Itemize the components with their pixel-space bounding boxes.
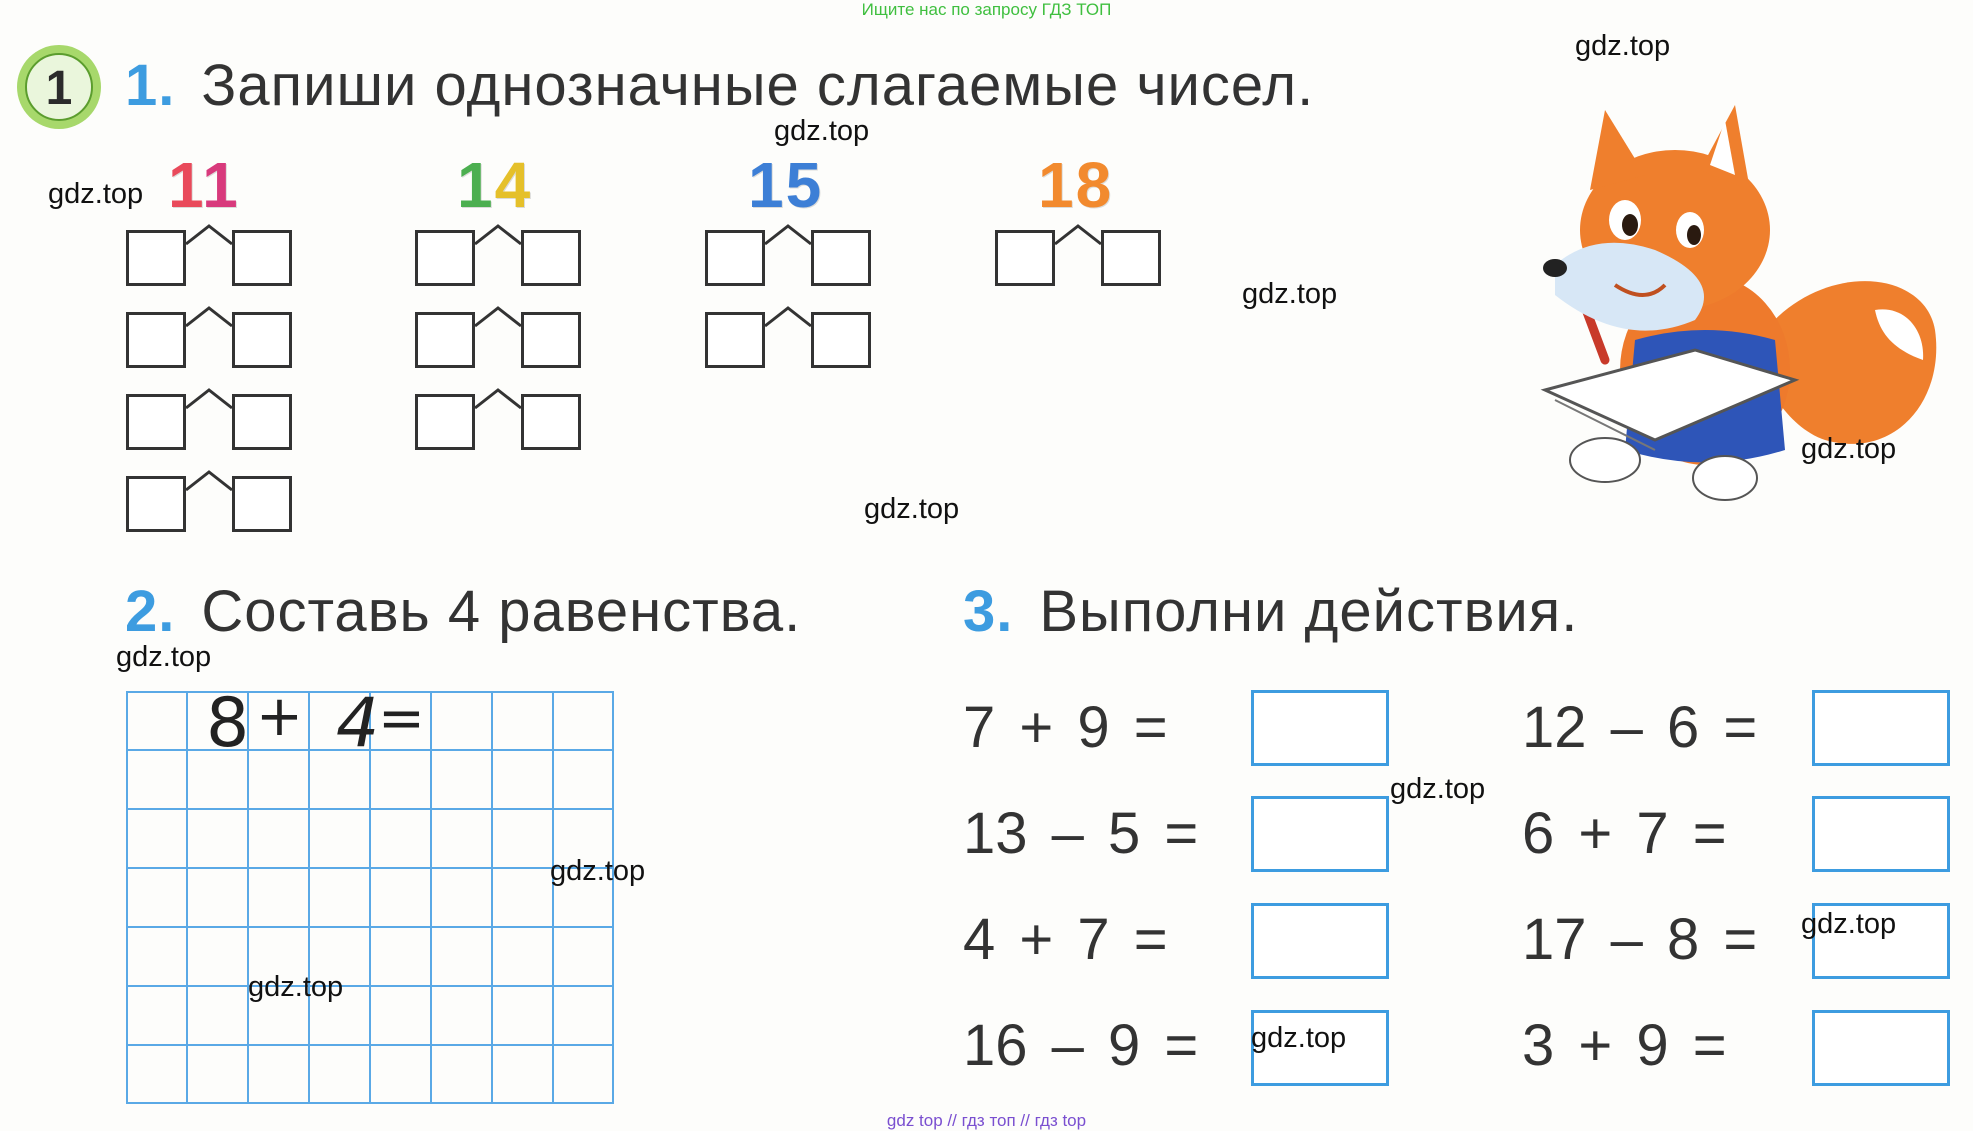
task2-title: Составь 4 равенства. [201,579,802,644]
expression: 6 + 7 = [1522,801,1727,866]
watermark: gdz.top [864,493,960,525]
answer-box[interactable] [1812,1010,1950,1086]
answer-box[interactable] [1812,690,1950,766]
decomposition-box-pair [705,222,875,286]
handwritten-a: 8 [206,684,250,763]
decomposition-box-pair [126,386,296,450]
decomposition-box-pair [415,386,585,450]
addend-box-right[interactable] [232,312,292,368]
digit-1: 1 [457,149,495,221]
watermark: gdz.top [1251,1022,1347,1054]
digit-2: 4 [494,149,533,221]
expression: 4 + 7 = [963,907,1168,972]
handwritten-plus: + [256,684,303,749]
footer-note: gdz top // гдз топ // гдз top [886,1111,1087,1130]
addend-box-right[interactable] [521,394,581,450]
digit-2: 1 [202,149,240,221]
watermark: gdz.top [774,115,870,147]
expression: 16 – 9 = [963,1013,1199,1078]
task1-number-15 [748,148,823,222]
task1-number-14 [457,148,532,222]
watermark: gdz.top [48,178,144,210]
addend-box-right[interactable] [521,312,581,368]
addend-box-left[interactable] [126,312,186,368]
expression: 12 – 6 = [1522,695,1758,760]
addend-box-left[interactable] [415,394,475,450]
addend-box-left[interactable] [995,230,1055,286]
decomposition-box-pair [126,304,296,368]
addend-box-right[interactable] [232,476,292,532]
task-group-badge [14,42,104,132]
addend-box-right[interactable] [232,230,292,286]
addend-box-left[interactable] [705,230,765,286]
decomposition-box-pair [415,222,585,286]
task1-number-18 [1038,148,1113,222]
task3-title: Выполни действия. [1039,579,1579,644]
addend-box-left[interactable] [705,312,765,368]
task2-heading [125,578,801,645]
digit-1: 1 [1038,149,1076,221]
answer-box[interactable] [1251,796,1389,872]
search-note: Ищите нас по запросу ГДЗ ТОП [861,0,1112,19]
addend-box-left[interactable] [415,230,475,286]
decomposition-box-pair [126,222,296,286]
watermark: gdz.top [116,641,212,673]
watermark: gdz.top [550,855,646,887]
addend-box-right[interactable] [811,312,871,368]
addend-box-left[interactable] [415,312,475,368]
handwritten-b: 4 [336,684,380,763]
decomposition-box-pair [995,222,1165,286]
addend-box-left[interactable] [126,394,186,450]
task1-heading [125,52,1314,119]
digit-2: 5 [785,149,824,221]
task1-title: Запиши однозначные слагаемые чисел. [201,53,1315,118]
decomposition-box-pair [126,468,296,532]
watermark: gdz.top [1801,433,1897,465]
watermark: gdz.top [1390,773,1486,805]
watermark: gdz.top [248,971,344,1003]
task3-heading [963,578,1578,645]
addend-box-left[interactable] [126,476,186,532]
task1-number: 1. [125,53,176,118]
task1-number-11 [168,148,240,222]
watermark: gdz.top [1801,908,1897,940]
answer-box[interactable] [1251,903,1389,979]
watermark: gdz.top [1575,30,1671,62]
addend-box-right[interactable] [1101,230,1161,286]
digit-1: 1 [168,149,203,221]
decomposition-box-pair [705,304,875,368]
decomposition-box-pair [415,304,585,368]
expression: 13 – 5 = [963,801,1199,866]
task3-number: 3. [963,579,1014,644]
task2-number: 2. [125,579,176,644]
addend-box-right[interactable] [811,230,871,286]
answer-box[interactable] [1251,690,1389,766]
addend-box-left[interactable] [126,230,186,286]
digit-1: 1 [748,149,786,221]
answer-box[interactable] [1812,796,1950,872]
addend-box-right[interactable] [521,230,581,286]
badge-number: 1 [45,62,73,115]
watermark: gdz.top [1242,278,1338,310]
expression: 17 – 8 = [1522,907,1758,972]
expression: 7 + 9 = [963,695,1168,760]
expression: 3 + 9 = [1522,1013,1727,1078]
handwritten-eq: = [378,686,425,751]
digit-2: 8 [1075,149,1114,221]
addend-box-right[interactable] [232,394,292,450]
